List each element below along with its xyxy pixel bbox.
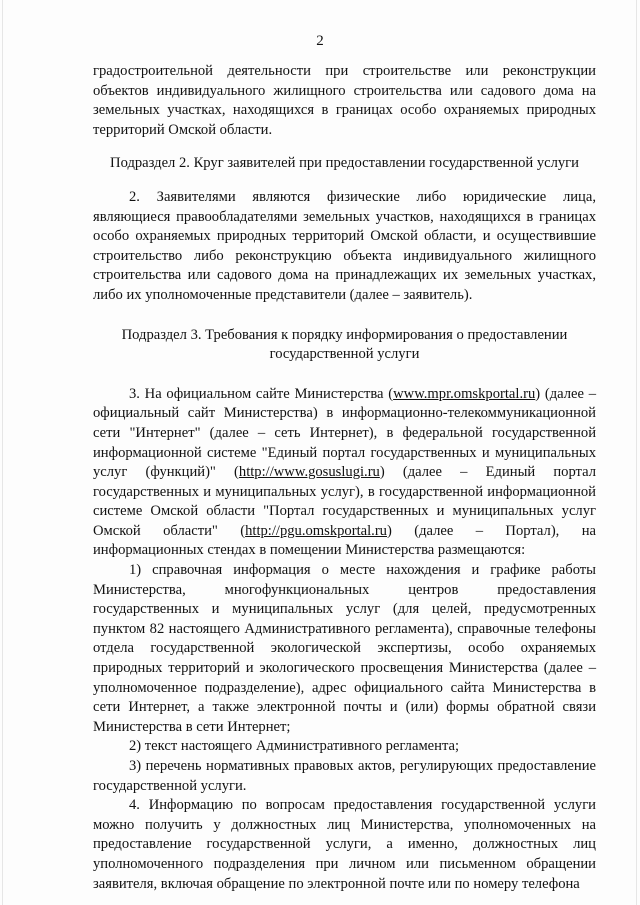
subsection-3-title-line1: Подраздел 3. Требования к порядку информирования о предоставлении [121, 326, 568, 343]
intro-paragraph: градостроительной деятельности при строительстве или реконструкции объектов индивидуального жилищного строительства или садового дома на земельных участках, находящихся в границах особо охраняемых природных территорий Омской области. [93, 63, 596, 138]
paragraph-3-text-d: ) (далее – Портал), на информационных стендах в помещении Министерства размещаются: [93, 522, 597, 559]
link-pgu-omskportal[interactable]: http://pgu.omskportal.ru [245, 522, 387, 539]
paragraph-3 [93, 385, 596, 561]
page-number: 2 [316, 33, 324, 49]
paragraph-3-text-c: ) (далее – Единый портал государственных и муниципальных услуг), в государственной информационной системе Омской области "Портал государственных и муниципальных услуг Омской области" ( [93, 464, 596, 539]
subsection-2-title: Подраздел 2. Круг заявителей при предоставлении государственной услуги [110, 155, 579, 172]
list-item-2: 2) текст настоящего Административного регламента; [129, 738, 460, 755]
list-item-1: 1) справочная информация о месте нахождения и графике работы Министерства, многофункциональных центров предоставления государственных и муниципальных услуг (для целей, предусмотренных пунктом 82 настоящего Административного регламента), справочные телефоны отдела государственной экологической экспертизы, особо охраняемых природных территорий и экологического просвещения Министерства (далее – уполномоченное подразделение), адрес официального сайта Министерства в сети Интернет, а также электронной почты и (или) формы обратной связи Министерства в сети Интернет; [93, 562, 596, 735]
scan-edge-left [2, 0, 3, 905]
list-item-3: 3) перечень нормативных правовых актов, регулирующих предоставление государственной услуги. [93, 758, 596, 794]
paragraph-3-text-a: 3. На официальном сайте Министерства ( [129, 385, 394, 402]
paragraph-4: 4. Информацию по вопросам предоставления государственной услуги можно получить у должностных лиц Министерства, уполномоченных на предоставление государственной услуги, а именно, должностных лиц уполномоченного подразделения при личном или письменном обращении заявителя, включая обращение по электронной почте или по номеру телефона [93, 797, 596, 892]
subsection-3-title [93, 326, 596, 365]
link-gosuslugi[interactable]: http://www.gosuslugi.ru [238, 464, 380, 481]
paragraph-2: 2. Заявителями являются физические либо юридические лица, являющиеся правообладателями земельных участков, находящихся в границах особо охраняемых природных территорий Омской области, и осуществившие строительство либо реконструкцию объекта индивидуального жилищного строительства или садового дома на принадлежащих их земельных участках, либо их уполномоченные представители (далее – заявитель). [93, 188, 596, 303]
scan-edge-right [636, 0, 637, 905]
document-body [93, 62, 596, 894]
link-mpr-omskportal[interactable]: www.mpr.omskportal.ru [393, 385, 536, 402]
paragraph-3-text-b: ) (далее – официальный сайт Министерства) в информационно-телекоммуникационной сети "Интернет" (далее – сеть Интернет), в федеральной государственной информационной системе "Единый портал государственных и муниципальных услуг (функций)" ( [93, 385, 596, 481]
subsection-3-title-line2: государственной услуги [269, 346, 420, 363]
